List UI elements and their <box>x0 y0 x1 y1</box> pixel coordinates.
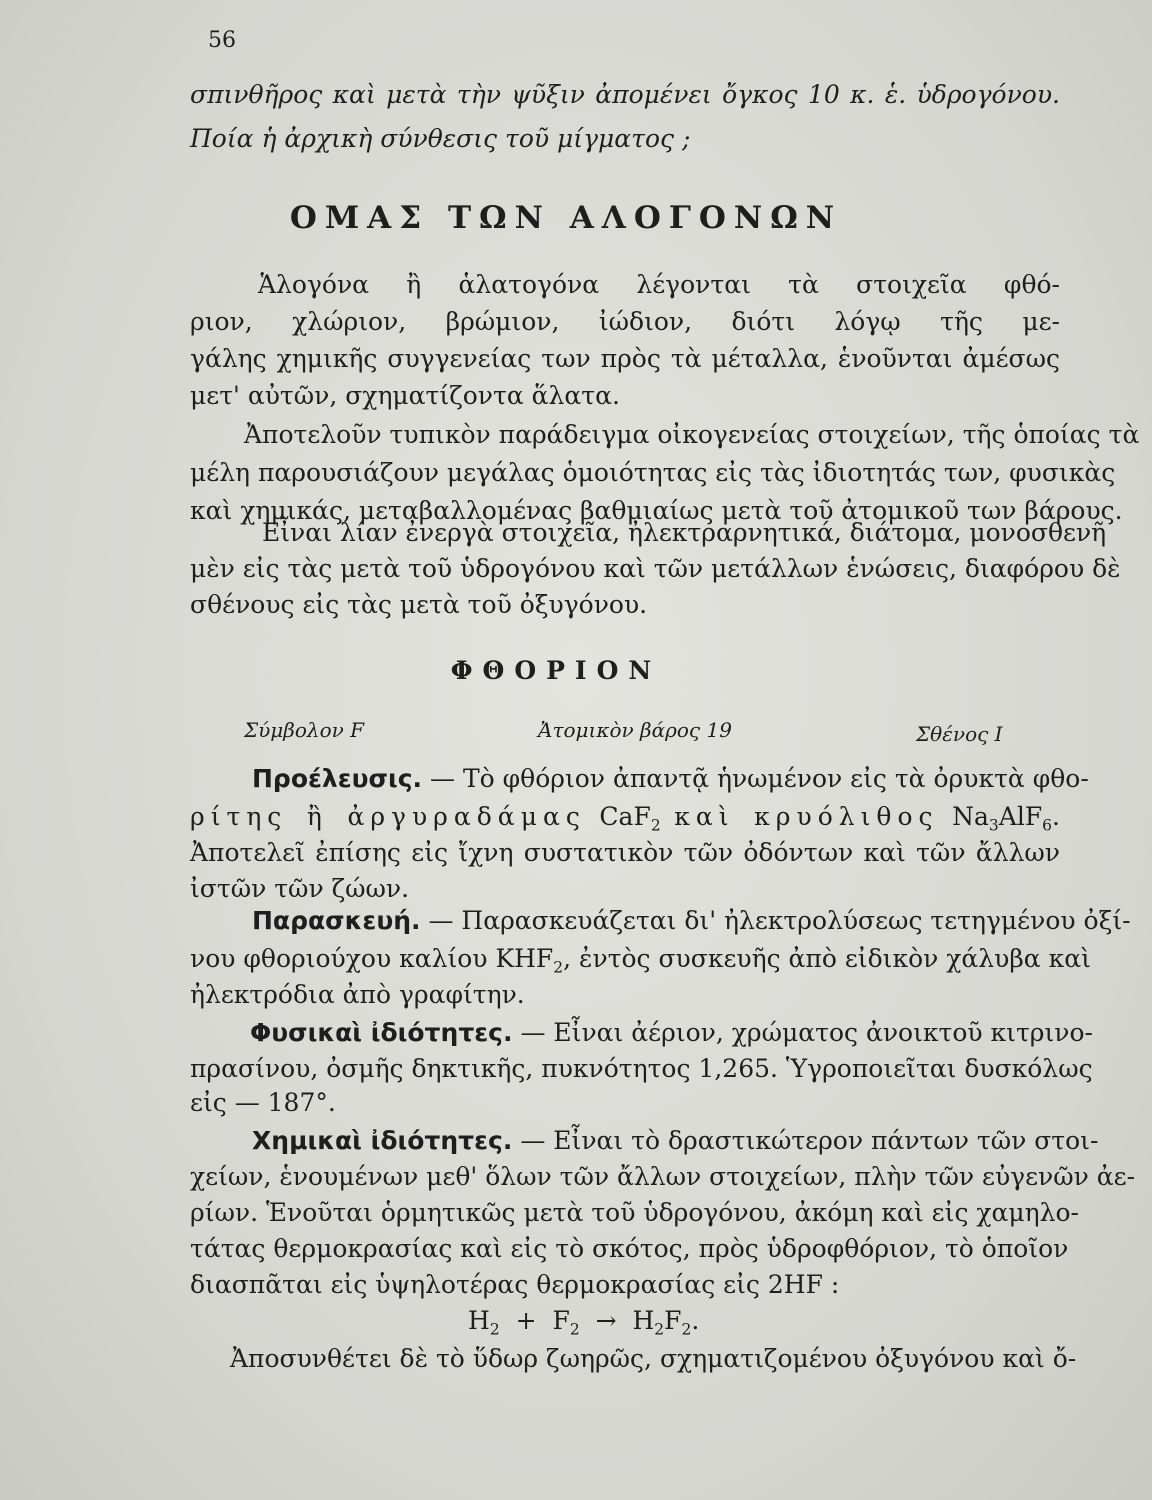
origin-text: — Τὸ φθόριον ἀπαντᾷ ἡνωμένον εἰς τὰ ὀρυκτὰ φθο- <box>430 764 1089 793</box>
origin-line <box>190 800 1060 834</box>
paragraph-line: γάλης χημικῆς συγγενείας των πρὸς τὰ μέταλλα, ἑνοῦνται ἀμέσως <box>190 344 1060 373</box>
intro-line: σπινθῆρος καὶ μετὰ τὴν ψῦξιν ἀπομένει ὄγκος 10 κ. ἑ. ὑδρογόνου. <box>190 80 1060 109</box>
paragraph-line: καὶ χημικάς, μεταβαλλομένας βαθμιαίως μετὰ τοῦ ἀτομικοῦ των βάρους. <box>190 496 1123 525</box>
paragraph-line: μέλη παρουσιάζουν μεγάλας ὁμοιότητας εἰς τὰς ἰδιοτητάς των, φυσικὰς <box>190 458 1116 487</box>
arrow-icon: → <box>595 1306 617 1335</box>
prep-line: ἠλεκτρόδια ἀπὸ γραφίτην. <box>190 980 525 1009</box>
subsection-title: ΦΘΟΡΙΟΝ <box>450 656 662 685</box>
paragraph-line: μετ' αὐτῶν, σχηματίζοντα ἅλατα. <box>190 381 620 410</box>
phys-heading: Φυσικαὶ ἰδιότητες. <box>250 1018 513 1047</box>
intro-question: Ποία ἡ ἀρχικὴ σύνθεσις τοῦ μίγματος ; <box>190 124 691 153</box>
phys-line: πρασίνου, ὀσμῆς δηκτικῆς, πυκνότητος 1,265. Ὑγροποιεῖται δυσκόλως <box>190 1054 1093 1083</box>
chem-line: διασπᾶται εἰς ὑψηλοτέρας θερμοκρασίας εἰς 2HF : <box>190 1270 840 1299</box>
atomic-weight-label: Ἀτομικὸν βάρος 19 <box>538 718 732 742</box>
chem-line: ρίων. Ἑνοῦται ὁρμητικῶς μετὰ τοῦ ὑδρογόνου, ἀκόμη καὶ εἰς χαμηλο- <box>190 1198 1079 1227</box>
prep-heading: Παρασκευή. <box>252 906 421 935</box>
paragraph-line: ριον, χλώριον, βρώμιον, ἰώδιον, διότι λόγῳ τῆς με- <box>190 307 1060 336</box>
origin-line <box>252 762 1089 796</box>
phys-line: Φυσικαὶ ἰδιότητες. — Εἶναι ἀέριον, χρώματος ἀνοικτοῦ κιτρινο- <box>250 1018 1093 1047</box>
origin-line: Ἀποτελεῖ ἐπίσης εἰς ἴχνη συστατικὸν τῶν ὀδόντων καὶ τῶν ἄλλων <box>190 838 1060 867</box>
paragraph-line: Ἁλογόνα ἢ ἁλατογόνα λέγονται τὰ στοιχεῖα φθό- <box>258 270 1060 299</box>
reaction-equation: $H_2 + F_2 \to H_2F_2$. <box>468 1306 700 1339</box>
valence-label: Σθένος I <box>916 722 1003 746</box>
chem-line: Ἀποσυνθέτει δὲ τὸ ὕδωρ ζωηρῶς, σχηματιζομένου ὀξυγόνου καὶ ὄ- <box>230 1344 1077 1373</box>
phys-line: εἰς — 187°. <box>190 1088 336 1117</box>
prep-line <box>252 904 1131 938</box>
prep-line: νου φθοριούχου καλίου $KHF_2$, ἐντὸς συσκευῆς ἀπὸ εἰδικὸν χάλυβα καὶ <box>190 944 1091 977</box>
page-number: 56 <box>208 28 236 53</box>
paragraph-line: σθένους εἰς τὰς μετὰ τοῦ ὀξυγόνου. <box>190 590 648 619</box>
formula-na3alf6: $Na_3AlF_6$. <box>952 802 1060 835</box>
mineral-cryolite: καὶ κρυόλιθος <box>674 802 939 831</box>
symbol-label: Σύμβολον F <box>244 718 365 742</box>
origin-heading: Προέλευσις. <box>252 764 423 793</box>
section-title: ΟΜΑΣ ΤΩΝ ΑΛΟΓΟΝΩΝ <box>289 200 843 236</box>
prep-text: — Παρασκευάζεται δι' ἠλεκτρολύσεως τετηγμένου ὀξί- <box>428 906 1131 935</box>
origin-line: ἰστῶν τῶν ζώων. <box>190 874 410 903</box>
paragraph-line: Ἀποτελοῦν τυπικὸν παράδειγμα οἰκογενείας στοιχείων, τῆς ὁποίας τὰ <box>244 420 1140 449</box>
paragraph-line: Εἶναι λίαν ἐνεργὰ στοιχεῖα, ἠλεκτραρνητικά, διάτομα, μονοσθενῆ <box>262 518 1107 547</box>
chem-line: χείων, ἑνουμένων μεθ' ὅλων τῶν ἄλλων στοιχείων, πλὴν τῶν εὐγενῶν ἀε- <box>190 1162 1136 1191</box>
mineral-names: ρίτης ἢ ἀργυραδάμας <box>190 802 586 831</box>
chem-line: τάτας θερμοκρασίας καὶ εἰς τὸ σκότος, πρὸς ὑδροφθόριον, τὸ ὁποῖον <box>190 1234 1069 1263</box>
paragraph-line: μὲν εἰς τὰς μετὰ τοῦ ὑδρογόνου καὶ τῶν μετάλλων ἑνώσεις, διαφόρου δὲ <box>190 554 1121 583</box>
chem-line: Χημικαὶ ἰδιότητες. — Εἶναι τὸ δραστικώτερον πάντων τῶν στοι- <box>252 1126 1099 1155</box>
chem-heading: Χημικαὶ ἰδιότητες. <box>252 1126 513 1155</box>
formula-caf2: CaF$_2$ <box>599 802 661 835</box>
